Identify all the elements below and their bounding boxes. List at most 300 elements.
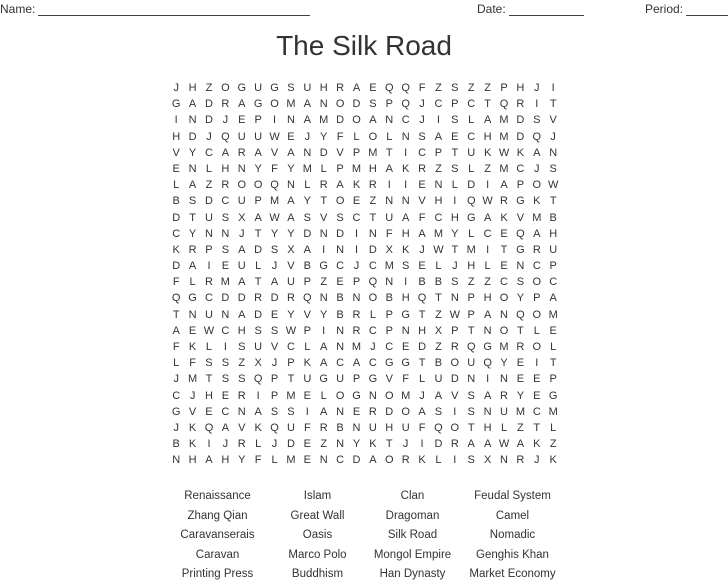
grid-letter[interactable]: H (483, 421, 492, 434)
grid-letter[interactable]: A (320, 357, 328, 370)
grid-letter[interactable]: L (255, 438, 262, 451)
grid-letter[interactable]: Y (287, 162, 295, 175)
grid-letter[interactable]: M (532, 211, 542, 224)
grid-letter[interactable]: V (516, 211, 525, 224)
grid-letter[interactable]: R (450, 341, 459, 353)
grid-letter[interactable]: J (173, 373, 179, 386)
grid-letter[interactable]: H (401, 227, 410, 240)
grid-letter[interactable]: E (205, 405, 213, 418)
grid-letter[interactable]: K (172, 243, 180, 256)
grid-letter[interactable]: M (188, 373, 198, 386)
grid-letter[interactable]: N (237, 162, 246, 175)
grid-letter[interactable]: E (418, 260, 426, 273)
grid-letter[interactable]: L (320, 162, 327, 175)
grid-letter[interactable]: L (550, 421, 557, 434)
grid-letter[interactable]: K (188, 438, 197, 451)
grid-letter[interactable]: F (402, 373, 410, 386)
grid-letter[interactable]: C (467, 130, 476, 143)
grid-letter[interactable]: I (486, 373, 490, 386)
grid-letter[interactable]: U (237, 260, 246, 273)
grid-letter[interactable]: V (172, 146, 180, 159)
grid-letter[interactable]: P (205, 243, 213, 256)
grid-letter[interactable]: L (255, 260, 262, 273)
grid-letter[interactable]: M (384, 260, 394, 273)
grid-letter[interactable]: U (237, 195, 246, 208)
grid-letter[interactable]: E (287, 130, 295, 143)
grid-letter[interactable]: J (271, 438, 278, 451)
grid-letter[interactable]: E (221, 260, 230, 273)
grid-letter[interactable]: A (188, 179, 197, 192)
grid-letter[interactable]: I (436, 114, 440, 127)
grid-letter[interactable]: L (468, 114, 475, 127)
grid-letter[interactable]: S (451, 162, 459, 175)
grid-letter[interactable]: G (401, 357, 410, 370)
grid-letter[interactable]: N (434, 179, 443, 192)
grid-letter[interactable]: D (352, 98, 361, 111)
grid-letter[interactable]: A (533, 146, 541, 159)
grid-letter[interactable]: L (205, 341, 213, 353)
grid-letter[interactable]: V (270, 341, 279, 353)
grid-letter[interactable]: A (418, 405, 426, 418)
grid-letter[interactable]: G (384, 357, 394, 370)
grid-letter[interactable]: D (286, 438, 295, 451)
grid-letter[interactable]: N (352, 292, 361, 305)
grid-letter[interactable]: R (336, 82, 345, 94)
grid-letter[interactable]: N (336, 438, 345, 451)
grid-letter[interactable]: O (335, 195, 345, 208)
grid-letter[interactable]: B (303, 260, 311, 273)
grid-letter[interactable]: P (434, 146, 443, 159)
grid-letter[interactable]: I (486, 179, 490, 192)
grid-letter[interactable]: U (467, 146, 476, 159)
grid-letter[interactable]: I (322, 324, 326, 337)
grid-letter[interactable]: U (286, 421, 295, 434)
grid-letter[interactable]: O (335, 389, 345, 402)
grid-letter[interactable]: D (221, 292, 230, 305)
grid-letter[interactable]: J (370, 341, 376, 353)
grid-letter[interactable]: K (549, 454, 557, 467)
grid-letter[interactable]: X (238, 211, 246, 224)
grid-letter[interactable]: S (254, 324, 262, 337)
grid-letter[interactable]: Z (484, 162, 491, 175)
grid-letter[interactable]: T (369, 211, 377, 224)
grid-letter[interactable]: M (286, 389, 296, 402)
grid-letter[interactable]: R (450, 438, 459, 451)
grid-letter[interactable]: J (304, 130, 311, 143)
grid-letter[interactable]: X (385, 243, 393, 256)
grid-letter[interactable]: M (302, 162, 312, 175)
grid-letter[interactable]: Z (435, 308, 442, 321)
grid-letter[interactable]: A (205, 454, 213, 467)
grid-letter[interactable]: N (286, 179, 295, 192)
grid-letter[interactable]: V (451, 389, 459, 402)
grid-letter[interactable]: U (434, 373, 443, 386)
grid-letter[interactable]: J (271, 260, 278, 273)
grid-letter[interactable]: H (319, 82, 328, 94)
grid-letter[interactable]: C (221, 405, 230, 418)
grid-letter[interactable]: I (387, 179, 391, 192)
grid-letter[interactable]: N (467, 373, 476, 386)
grid-letter[interactable]: Q (253, 373, 263, 386)
grid-letter[interactable]: V (238, 421, 246, 434)
grid-letter[interactable]: N (500, 454, 508, 467)
grid-letter[interactable]: B (336, 421, 344, 434)
grid-letter[interactable]: C (172, 389, 181, 402)
grid-letter[interactable]: M (401, 389, 411, 402)
grid-letter[interactable]: U (467, 357, 476, 370)
grid-letter[interactable]: E (418, 179, 426, 192)
grid-letter[interactable]: Z (369, 195, 377, 208)
grid-letter[interactable]: M (499, 162, 509, 175)
grid-letter[interactable]: S (221, 243, 230, 256)
grid-letter[interactable]: D (467, 179, 476, 192)
grid-letter[interactable]: G (319, 260, 328, 273)
grid-letter[interactable]: W (547, 179, 559, 192)
grid-letter[interactable]: K (533, 195, 541, 208)
grid-letter[interactable]: K (303, 357, 311, 370)
grid-letter[interactable]: E (516, 357, 525, 370)
grid-letter[interactable]: S (549, 162, 557, 175)
grid-letter[interactable]: W (269, 130, 280, 143)
grid-letter[interactable]: H (434, 195, 443, 208)
date-field[interactable] (477, 2, 584, 16)
grid-letter[interactable]: E (303, 389, 311, 402)
grid-letter[interactable]: C (368, 324, 377, 337)
grid-letter[interactable]: Q (270, 179, 279, 192)
grid-letter[interactable]: O (237, 179, 247, 192)
grid-letter[interactable]: H (401, 292, 410, 305)
grid-letter[interactable]: R (319, 421, 328, 434)
grid-letter[interactable]: C (418, 146, 427, 159)
grid-letter[interactable]: H (467, 260, 476, 273)
grid-letter[interactable]: J (452, 260, 458, 273)
grid-letter[interactable]: K (500, 211, 508, 224)
grid-letter[interactable]: I (256, 389, 260, 402)
grid-letter[interactable]: S (287, 405, 295, 418)
grid-letter[interactable]: S (238, 373, 246, 386)
grid-letter[interactable]: W (203, 324, 215, 337)
grid-letter[interactable]: Q (221, 130, 230, 143)
grid-letter[interactable]: O (532, 308, 542, 321)
grid-letter[interactable]: N (286, 114, 295, 127)
grid-letter[interactable]: R (205, 276, 213, 289)
grid-letter[interactable]: L (320, 389, 327, 402)
grid-letter[interactable]: K (401, 162, 410, 175)
grid-letter[interactable]: R (516, 454, 525, 467)
grid-letter[interactable]: E (188, 324, 197, 337)
grid-letter[interactable]: C (549, 276, 558, 289)
grid-letter[interactable]: D (319, 146, 328, 159)
grid-letter[interactable]: O (221, 82, 230, 94)
grid-letter[interactable]: Y (270, 227, 279, 240)
grid-letter[interactable]: F (418, 421, 426, 434)
grid-letter[interactable]: E (500, 227, 508, 240)
grid-letter[interactable]: Z (320, 438, 328, 451)
grid-letter[interactable]: A (221, 146, 230, 159)
grid-letter[interactable]: I (273, 114, 277, 127)
grid-letter[interactable]: P (549, 373, 557, 386)
grid-letter[interactable]: N (237, 405, 246, 418)
grid-letter[interactable]: L (550, 341, 557, 353)
grid-letter[interactable]: J (419, 389, 425, 402)
grid-letter[interactable]: L (353, 130, 360, 143)
grid-letter[interactable]: P (549, 260, 557, 273)
grid-letter[interactable]: R (319, 179, 328, 192)
grid-letter[interactable]: J (173, 421, 179, 434)
grid-letter[interactable]: Q (499, 98, 509, 111)
grid-letter[interactable]: L (173, 179, 180, 192)
grid-letter[interactable]: O (450, 357, 460, 370)
grid-letter[interactable]: S (270, 324, 279, 337)
grid-letter[interactable]: Y (287, 227, 295, 240)
grid-letter[interactable]: Y (516, 389, 525, 402)
grid-letter[interactable]: M (499, 341, 509, 353)
grid-letter[interactable]: G (237, 82, 247, 94)
grid-letter[interactable]: U (401, 421, 410, 434)
grid-letter[interactable]: Z (467, 82, 475, 94)
grid-letter[interactable]: E (516, 373, 525, 386)
grid-letter[interactable]: F (172, 276, 180, 289)
grid-letter[interactable]: S (336, 211, 344, 224)
grid-letter[interactable]: P (303, 324, 311, 337)
grid-letter[interactable]: X (483, 454, 492, 467)
grid-letter[interactable]: C (516, 162, 525, 175)
grid-letter[interactable]: D (254, 243, 263, 256)
grid-letter[interactable]: L (304, 341, 311, 353)
grid-letter[interactable]: Z (205, 179, 213, 192)
grid-letter[interactable]: A (238, 276, 246, 289)
grid-letter[interactable]: A (434, 389, 443, 402)
grid-letter[interactable]: N (319, 292, 328, 305)
grid-letter[interactable]: S (451, 82, 459, 94)
grid-letter[interactable]: L (451, 179, 458, 192)
grid-letter[interactable]: T (549, 357, 557, 370)
grid-letter[interactable]: R (237, 146, 246, 159)
grid-letter[interactable]: G (516, 195, 525, 208)
grid-letter[interactable]: D (205, 98, 213, 111)
grid-letter[interactable]: A (270, 276, 279, 289)
grid-letter[interactable]: A (221, 421, 230, 434)
grid-letter[interactable]: A (434, 130, 443, 143)
grid-letter[interactable]: B (336, 292, 344, 305)
grid-letter[interactable]: A (287, 146, 295, 159)
grid-letter[interactable]: A (483, 389, 492, 402)
grid-letter[interactable]: Q (483, 357, 492, 370)
grid-letter[interactable]: H (188, 82, 197, 94)
grid-letter[interactable]: A (418, 227, 426, 240)
grid-letter[interactable]: N (188, 308, 197, 321)
grid-letter[interactable]: M (286, 454, 296, 467)
grid-letter[interactable]: I (354, 243, 359, 256)
grid-letter[interactable]: T (549, 195, 557, 208)
grid-letter[interactable]: Q (516, 227, 525, 240)
grid-letter[interactable]: S (418, 130, 426, 143)
grid-letter[interactable]: J (534, 454, 540, 467)
grid-letter[interactable]: Z (467, 276, 475, 289)
grid-letter[interactable]: A (352, 82, 361, 94)
grid-letter[interactable]: A (172, 324, 180, 337)
grid-letter[interactable]: K (401, 243, 410, 256)
grid-letter[interactable]: Z (484, 82, 491, 94)
grid-letter[interactable]: D (368, 243, 377, 256)
grid-letter[interactable]: L (271, 454, 278, 467)
grid-letter[interactable]: S (451, 114, 459, 127)
grid-letter[interactable]: R (401, 454, 410, 467)
grid-letter[interactable]: Z (320, 276, 328, 289)
grid-letter[interactable]: B (336, 308, 344, 321)
grid-letter[interactable]: Z (549, 438, 557, 451)
grid-letter[interactable]: U (254, 82, 263, 94)
grid-letter[interactable]: R (286, 292, 295, 305)
grid-letter[interactable]: R (237, 438, 246, 451)
grid-letter[interactable]: J (222, 114, 229, 127)
grid-letter[interactable]: K (254, 421, 262, 434)
grid-letter[interactable]: P (254, 195, 262, 208)
grid-letter[interactable]: Q (516, 308, 525, 321)
grid-letter[interactable]: O (253, 179, 263, 192)
grid-letter[interactable]: M (368, 146, 378, 159)
grid-letter[interactable]: S (369, 98, 377, 111)
grid-letter[interactable]: M (515, 405, 525, 418)
grid-letter[interactable]: O (450, 421, 460, 434)
grid-letter[interactable]: A (320, 405, 328, 418)
grid-letter[interactable]: F (336, 130, 344, 143)
grid-letter[interactable]: N (368, 389, 377, 402)
grid-letter[interactable]: Z (517, 421, 524, 434)
grid-letter[interactable]: M (433, 227, 444, 240)
grid-letter[interactable]: C (532, 405, 541, 418)
grid-letter[interactable]: E (238, 114, 246, 127)
grid-letter[interactable]: Y (254, 162, 262, 175)
grid-letter[interactable]: N (319, 454, 328, 467)
grid-letter[interactable]: L (418, 373, 426, 386)
grid-letter[interactable]: M (466, 243, 476, 256)
grid-letter[interactable]: L (468, 162, 475, 175)
grid-letter[interactable]: T (549, 98, 557, 111)
grid-letter[interactable]: T (205, 373, 213, 386)
grid-letter[interactable]: P (451, 98, 459, 111)
grid-letter[interactable]: C (336, 454, 345, 467)
grid-letter[interactable]: G (401, 308, 410, 321)
grid-letter[interactable]: C (434, 211, 443, 224)
grid-letter[interactable]: R (352, 324, 361, 337)
grid-letter[interactable]: F (189, 357, 196, 370)
grid-letter[interactable]: L (533, 324, 540, 337)
grid-letter[interactable]: L (304, 179, 311, 192)
grid-letter[interactable]: E (172, 162, 180, 175)
grid-letter[interactable]: H (221, 454, 230, 467)
grid-letter[interactable]: Q (368, 276, 378, 289)
grid-letter[interactable]: J (173, 82, 179, 94)
grid-letter[interactable]: P (385, 308, 393, 321)
grid-letter[interactable]: Z (238, 357, 246, 370)
grid-letter[interactable]: S (221, 211, 230, 224)
grid-letter[interactable]: F (303, 421, 311, 434)
grid-letter[interactable]: D (434, 438, 443, 451)
grid-letter[interactable]: N (483, 324, 492, 337)
grid-letter[interactable]: J (419, 114, 425, 127)
grid-letter[interactable]: A (238, 243, 246, 256)
grid-letter[interactable]: T (451, 146, 459, 159)
grid-letter[interactable]: D (450, 373, 459, 386)
grid-letter[interactable]: E (500, 260, 508, 273)
grid-letter[interactable]: B (434, 276, 443, 289)
grid-letter[interactable]: C (221, 324, 230, 337)
grid-letter[interactable]: B (434, 357, 443, 370)
grid-letter[interactable]: L (435, 260, 442, 273)
grid-letter[interactable]: U (286, 276, 295, 289)
grid-letter[interactable]: J (239, 227, 245, 240)
grid-letter[interactable]: E (533, 373, 541, 386)
grid-letter[interactable]: S (451, 276, 459, 289)
grid-letter[interactable]: D (172, 260, 181, 273)
grid-letter[interactable]: A (369, 114, 377, 127)
grid-letter[interactable]: G (516, 243, 525, 256)
grid-letter[interactable]: O (532, 179, 542, 192)
period-field[interactable] (645, 2, 728, 16)
grid-letter[interactable]: A (483, 308, 492, 321)
grid-letter[interactable]: N (500, 308, 508, 321)
grid-letter[interactable]: H (483, 130, 492, 143)
grid-letter[interactable]: U (237, 130, 246, 143)
grid-letter[interactable]: H (172, 130, 181, 143)
grid-letter[interactable]: Z (205, 82, 213, 94)
grid-letter[interactable]: T (484, 98, 491, 111)
grid-letter[interactable]: I (535, 98, 539, 111)
grid-letter[interactable]: A (401, 211, 410, 224)
grid-letter[interactable]: F (418, 211, 426, 224)
grid-letter[interactable]: S (467, 454, 475, 467)
grid-letter[interactable]: C (286, 341, 295, 353)
grid-letter[interactable]: S (270, 243, 279, 256)
grid-letter[interactable]: E (270, 308, 279, 321)
grid-letter[interactable]: S (238, 341, 246, 353)
grid-letter[interactable]: C (336, 357, 345, 370)
grid-letter[interactable]: J (222, 438, 229, 451)
grid-letter[interactable]: V (287, 260, 295, 273)
grid-letter[interactable]: I (486, 243, 490, 256)
grid-letter[interactable]: N (483, 405, 492, 418)
grid-letter[interactable]: V (188, 405, 197, 418)
grid-letter[interactable]: R (221, 179, 230, 192)
grid-letter[interactable]: A (287, 211, 295, 224)
grid-letter[interactable]: S (270, 405, 279, 418)
grid-letter[interactable]: C (385, 341, 394, 353)
grid-letter[interactable]: N (401, 324, 410, 337)
grid-letter[interactable]: T (254, 227, 262, 240)
grid-letter[interactable]: E (352, 405, 361, 418)
grid-letter[interactable]: M (548, 405, 558, 418)
grid-letter[interactable]: L (369, 308, 376, 321)
grid-letter[interactable]: J (550, 130, 556, 143)
grid-letter[interactable]: P (500, 82, 508, 94)
grid-letter[interactable]: T (418, 308, 426, 321)
grid-letter[interactable]: Q (417, 292, 427, 305)
grid-letter[interactable]: S (533, 114, 541, 127)
grid-letter[interactable]: J (419, 98, 425, 111)
grid-letter[interactable]: W (285, 324, 297, 337)
grid-letter[interactable]: R (500, 389, 508, 402)
grid-letter[interactable]: G (319, 373, 328, 386)
grid-letter[interactable]: R (500, 195, 508, 208)
grid-letter[interactable]: R (368, 179, 377, 192)
grid-letter[interactable]: H (385, 421, 394, 434)
grid-letter[interactable]: T (517, 324, 524, 337)
grid-letter[interactable]: J (534, 82, 540, 94)
grid-letter[interactable]: A (483, 114, 492, 127)
grid-letter[interactable]: W (498, 438, 510, 451)
grid-letter[interactable]: H (450, 211, 459, 224)
